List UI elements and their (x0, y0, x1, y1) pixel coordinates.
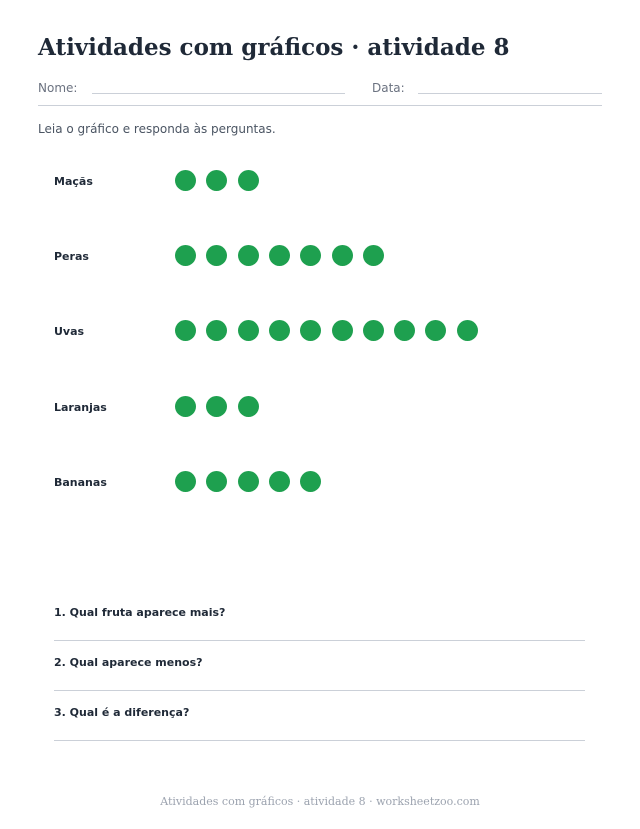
fruit-dot (175, 320, 196, 341)
date-field[interactable] (418, 93, 602, 94)
answer-line-2[interactable] (54, 690, 585, 691)
header-divider (38, 105, 602, 106)
fruit-dot (206, 245, 227, 266)
fruit-dot (206, 170, 227, 191)
name-label: Nome: (38, 81, 78, 95)
fruit-dot (332, 245, 353, 266)
row-label: Uvas (54, 325, 85, 338)
fruit-dot (206, 396, 227, 417)
fruit-dot (300, 245, 321, 266)
answer-line-1[interactable] (54, 640, 585, 641)
fruit-dot (269, 320, 290, 341)
name-field[interactable] (92, 93, 345, 94)
row-label: Maçãs (54, 175, 93, 188)
question-1: 1. Qual fruta aparece mais? (54, 606, 226, 619)
row-label: Bananas (54, 476, 107, 489)
date-label: Data: (372, 81, 405, 95)
fruit-dot (175, 396, 196, 417)
fruit-dot (238, 170, 259, 191)
fruit-dot (238, 320, 259, 341)
fruit-dot (206, 320, 227, 341)
fruit-dot (269, 471, 290, 492)
answer-line-3[interactable] (54, 740, 585, 741)
page-title: Atividades com gráficos · atividade 8 (38, 34, 510, 61)
fruit-dot (300, 471, 321, 492)
fruit-dot (175, 471, 196, 492)
fruit-dot (425, 320, 446, 341)
fruit-dot (269, 245, 290, 266)
fruit-dot (238, 396, 259, 417)
footer: Atividades com gráficos · atividade 8 · worksheetzoo.com (160, 795, 480, 808)
fruit-dot (394, 320, 415, 341)
fruit-dot (332, 320, 353, 341)
fruit-dot (300, 320, 321, 341)
row-label: Laranjas (54, 401, 107, 414)
fruit-dot (363, 320, 384, 341)
fruit-dot (457, 320, 478, 341)
instructions: Leia o gráfico e responda às perguntas. (38, 122, 276, 136)
question-2: 2. Qual aparece menos? (54, 656, 203, 669)
fruit-dot (175, 170, 196, 191)
fruit-dot (175, 245, 196, 266)
fruit-dot (363, 245, 384, 266)
fruit-dot (238, 471, 259, 492)
question-3: 3. Qual é a diferença? (54, 706, 190, 719)
fruit-dot (238, 245, 259, 266)
row-label: Peras (54, 250, 89, 263)
fruit-dot (206, 471, 227, 492)
